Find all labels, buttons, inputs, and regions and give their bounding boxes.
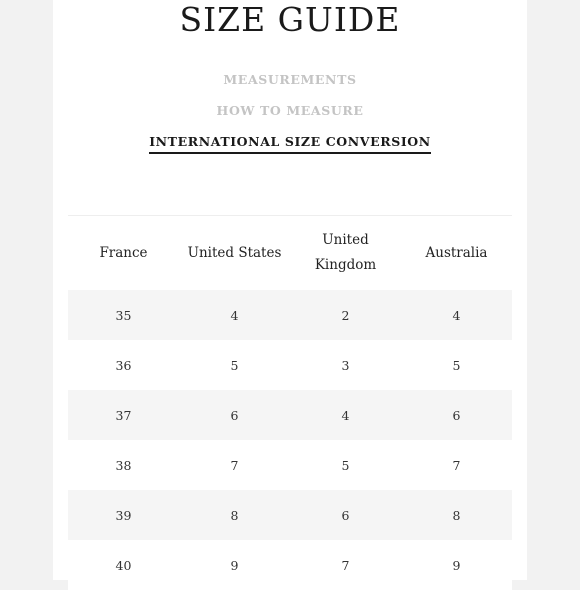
column-header-france: France [99, 244, 148, 261]
table-cell: 4 [401, 290, 512, 340]
table-cell: 7 [179, 440, 290, 490]
table-row [68, 490, 512, 540]
page-title: SIZE GUIDE [179, 0, 401, 39]
table-cell: 4 [179, 290, 290, 340]
table-row [68, 540, 512, 590]
table-row [68, 340, 512, 390]
table-cell: 6 [179, 390, 290, 440]
tab-measurements[interactable] [53, 70, 527, 101]
tab-how-to-measure[interactable] [53, 101, 527, 132]
tab-international-size-conversion[interactable] [53, 132, 527, 163]
table-cell: 7 [401, 440, 512, 490]
table-cell: 35 [68, 290, 179, 340]
table-cell: 9 [179, 540, 290, 590]
tab-label: HOW TO MEASURE [216, 103, 364, 118]
table-cell: 6 [290, 490, 401, 540]
table-row [68, 390, 512, 440]
table-cell: 38 [68, 440, 179, 490]
table-row [68, 440, 512, 490]
table-cell: 6 [401, 390, 512, 440]
table-cell: 36 [68, 340, 179, 390]
table-cell: 37 [68, 390, 179, 440]
table-cell: 7 [290, 540, 401, 590]
table-cell: 39 [68, 490, 179, 540]
size-guide-panel [53, 0, 527, 580]
table-cell: 8 [179, 490, 290, 540]
table-cell: 5 [290, 440, 401, 490]
table-row [68, 290, 512, 340]
table-cell: 2 [290, 290, 401, 340]
column-header-united-states: United States [187, 244, 282, 261]
tab-label: INTERNATIONAL SIZE CONVERSION [149, 134, 431, 154]
table-cell: 40 [68, 540, 179, 590]
table-cell: 5 [179, 340, 290, 390]
table-cell: 8 [401, 490, 512, 540]
column-header-australia: Australia [425, 244, 488, 261]
table-header-row [68, 216, 512, 290]
column-header-united-kingdom: United Kingdom [314, 232, 377, 273]
table-cell: 5 [401, 340, 512, 390]
table-cell: 4 [290, 390, 401, 440]
size-conversion-table [68, 216, 512, 590]
size-guide-tabs [53, 70, 527, 163]
tab-label: MEASUREMENTS [223, 72, 357, 87]
table-cell: 9 [401, 540, 512, 590]
table-cell: 3 [290, 340, 401, 390]
